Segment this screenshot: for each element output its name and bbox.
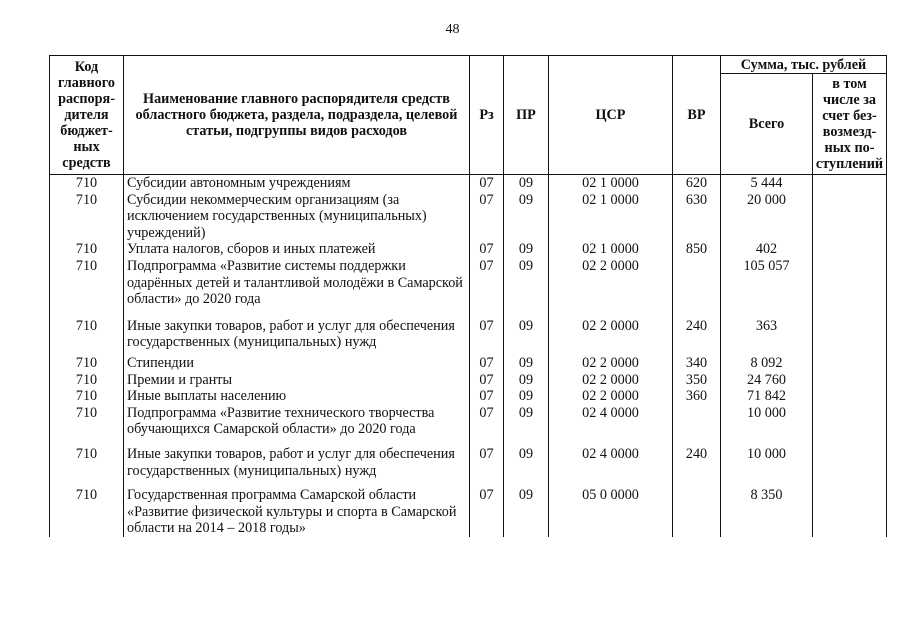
cell-csr: 02 2 0000: [549, 308, 673, 351]
cell-name: Иные закупки товаров, работ и услуг для обеспечения государственных (муниципальных) нужд: [124, 438, 470, 479]
table-row: [50, 438, 887, 479]
cell-name: Иные закупки товаров, работ и услуг для обеспечения государственных (муниципальных) нужд: [124, 308, 470, 351]
cell-gratuitous: [813, 351, 887, 372]
cell-gratuitous: [813, 372, 887, 389]
cell-vr: 240: [673, 308, 721, 351]
cell-code: 710: [50, 351, 124, 372]
cell-total: 8 350: [721, 479, 813, 537]
cell-vr: 850: [673, 241, 721, 258]
cell-rz: 07: [470, 388, 504, 405]
cell-pr: 09: [504, 405, 549, 438]
table-row: [50, 372, 887, 389]
table-row: [50, 192, 887, 242]
cell-name: Подпрограмма «Развитие технического творчества обучающихся Самарской области» до 2020 года: [124, 405, 470, 438]
cell-gratuitous: [813, 258, 887, 308]
cell-code: 710: [50, 388, 124, 405]
cell-csr: 02 4 0000: [549, 405, 673, 438]
cell-rz: 07: [470, 351, 504, 372]
cell-rz: 07: [470, 258, 504, 308]
cell-name: Субсидии некоммерческим организациям (за исключением государственных (муниципальных) учреждений): [124, 192, 470, 242]
table-row: [50, 308, 887, 351]
cell-total: 8 092: [721, 351, 813, 372]
cell-code: 710: [50, 175, 124, 192]
cell-vr: 620: [673, 175, 721, 192]
table-row: [50, 258, 887, 308]
cell-csr: 02 1 0000: [549, 241, 673, 258]
cell-total: 363: [721, 308, 813, 351]
table-row: [50, 479, 887, 537]
cell-code: 710: [50, 479, 124, 537]
cell-total: 20 000: [721, 192, 813, 242]
header-code: Код главного распоря-дителя бюджет-ных средств: [50, 56, 124, 175]
header-gratuitous: в том числе за счет без-возмезд-ных по-ступлений: [813, 74, 887, 175]
cell-rz: 07: [470, 308, 504, 351]
header-name: Наименование главного распорядителя средств областного бюджета, раздела, подраздела, целевой статьи, подгруппы видов расходов: [124, 56, 470, 175]
cell-vr: [673, 405, 721, 438]
cell-gratuitous: [813, 405, 887, 438]
cell-code: 710: [50, 372, 124, 389]
cell-pr: 09: [504, 192, 549, 242]
cell-code: 710: [50, 308, 124, 351]
cell-vr: 240: [673, 438, 721, 479]
table-row: [50, 351, 887, 372]
cell-vr: 360: [673, 388, 721, 405]
cell-pr: 09: [504, 351, 549, 372]
cell-code: 710: [50, 438, 124, 479]
cell-code: 710: [50, 258, 124, 308]
cell-csr: 02 2 0000: [549, 351, 673, 372]
cell-vr: 340: [673, 351, 721, 372]
cell-rz: 07: [470, 192, 504, 242]
cell-total: 402: [721, 241, 813, 258]
cell-gratuitous: [813, 192, 887, 242]
cell-name: Государственная программа Самарской области «Развитие физической культуры и спорта в Самарской области на 2014 – 2018 годы»: [124, 479, 470, 537]
cell-rz: 07: [470, 479, 504, 537]
cell-rz: 07: [470, 438, 504, 479]
cell-csr: 05 0 0000: [549, 479, 673, 537]
cell-total: 71 842: [721, 388, 813, 405]
cell-name: Субсидии автономным учреждениям: [124, 175, 470, 192]
table-row: [50, 405, 887, 438]
cell-vr: 350: [673, 372, 721, 389]
cell-total: 24 760: [721, 372, 813, 389]
cell-vr: 630: [673, 192, 721, 242]
cell-name: Премии и гранты: [124, 372, 470, 389]
cell-pr: 09: [504, 438, 549, 479]
cell-rz: 07: [470, 405, 504, 438]
cell-total: 5 444: [721, 175, 813, 192]
cell-csr: 02 1 0000: [549, 175, 673, 192]
page-number: 48: [445, 22, 460, 37]
header-vr: ВР: [673, 56, 721, 175]
cell-total: 10 000: [721, 405, 813, 438]
cell-code: 710: [50, 405, 124, 438]
header-total: Всего: [721, 74, 813, 175]
table-row: [50, 388, 887, 405]
cell-gratuitous: [813, 308, 887, 351]
cell-pr: 09: [504, 258, 549, 308]
cell-name: Стипендии: [124, 351, 470, 372]
cell-vr: [673, 258, 721, 308]
header-csr: ЦСР: [549, 56, 673, 175]
cell-pr: 09: [504, 308, 549, 351]
header-rz: Рз: [470, 56, 504, 175]
budget-table: [49, 55, 887, 537]
cell-rz: 07: [470, 241, 504, 258]
cell-pr: 09: [504, 479, 549, 537]
cell-csr: 02 1 0000: [549, 192, 673, 242]
cell-name: Иные выплаты населению: [124, 388, 470, 405]
cell-total: 105 057: [721, 258, 813, 308]
cell-pr: 09: [504, 175, 549, 192]
cell-pr: 09: [504, 241, 549, 258]
cell-name: Уплата налогов, сборов и иных платежей: [124, 241, 470, 258]
cell-csr: 02 2 0000: [549, 388, 673, 405]
cell-rz: 07: [470, 175, 504, 192]
cell-gratuitous: [813, 241, 887, 258]
cell-gratuitous: [813, 388, 887, 405]
cell-csr: 02 2 0000: [549, 258, 673, 308]
cell-vr: [673, 479, 721, 537]
cell-pr: 09: [504, 388, 549, 405]
cell-rz: 07: [470, 372, 504, 389]
cell-code: 710: [50, 192, 124, 242]
cell-csr: 02 2 0000: [549, 372, 673, 389]
cell-gratuitous: [813, 175, 887, 192]
table-row: [50, 175, 887, 192]
header-pr: ПР: [504, 56, 549, 175]
cell-total: 10 000: [721, 438, 813, 479]
header-sum: Сумма, тыс. рублей: [721, 56, 887, 74]
cell-csr: 02 4 0000: [549, 438, 673, 479]
cell-name: Подпрограмма «Развитие системы поддержки одарённых детей и талантливой молодёжи в Самарской области» до 2020 года: [124, 258, 470, 308]
cell-pr: 09: [504, 372, 549, 389]
cell-code: 710: [50, 241, 124, 258]
cell-gratuitous: [813, 438, 887, 479]
cell-gratuitous: [813, 479, 887, 537]
table-row: [50, 241, 887, 258]
